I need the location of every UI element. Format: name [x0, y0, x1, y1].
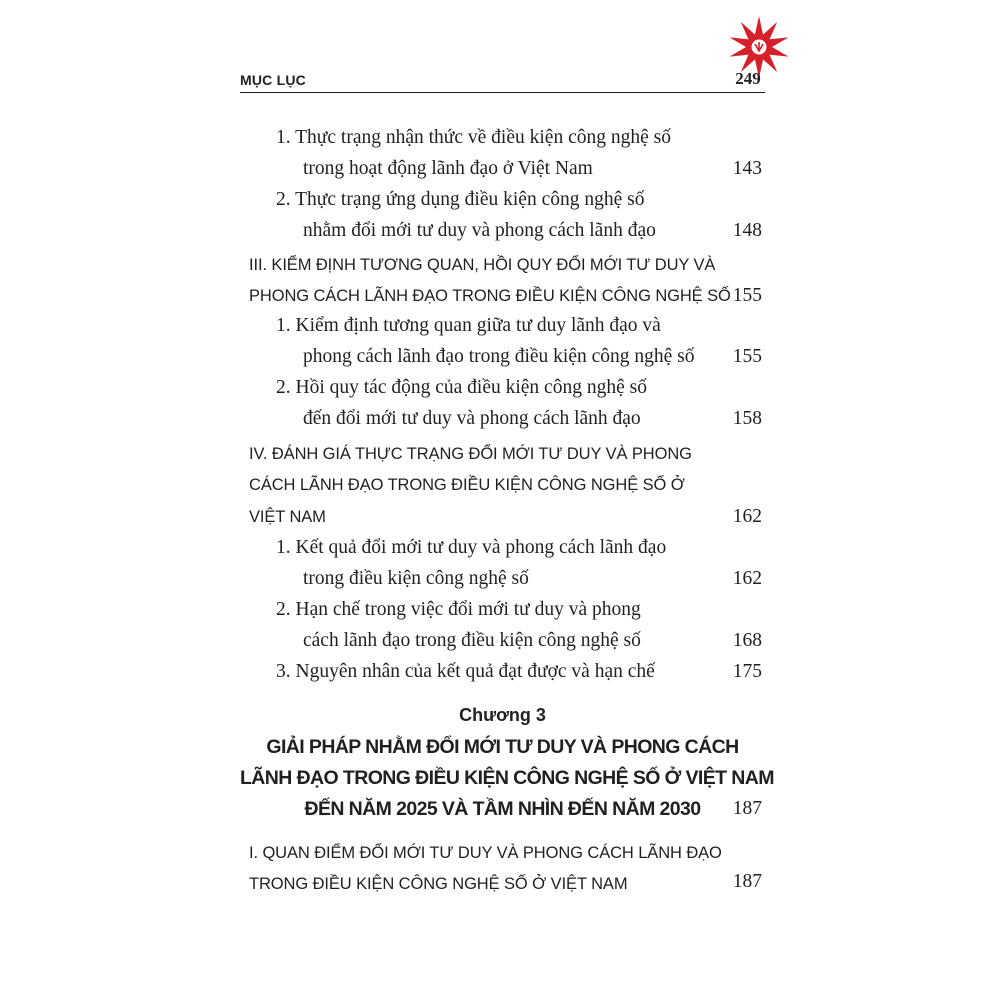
toc-section-line: VIỆT NAM — [249, 508, 326, 526]
toc-line: 3. Nguyên nhân của kết quả đạt được và hạn chế — [276, 661, 655, 682]
toc-page-number: 162 — [732, 506, 762, 527]
toc-section-line: CÁCH LÃNH ĐẠO TRONG ĐIỀU KIỆN CÔNG NGHỆ SỐ Ở — [249, 476, 685, 494]
toc-page-number: 143 — [732, 158, 762, 179]
toc-page-number: 158 — [732, 408, 762, 429]
toc-section-line: I. QUAN ĐIỂM ĐỔI MỚI TƯ DUY VÀ PHONG CÁCH LÃNH ĐẠO — [249, 844, 722, 862]
toc-page-number: 148 — [732, 220, 762, 241]
header-divider — [240, 92, 765, 93]
toc-section-line: TRONG ĐIỀU KIỆN CÔNG NGHỆ SỐ Ở VIỆT NAM — [249, 875, 628, 893]
toc-line: trong điều kiện công nghệ số — [303, 568, 529, 589]
toc-line: phong cách lãnh đạo trong điều kiện công nghệ số — [303, 346, 695, 367]
toc-page-number: 155 — [732, 285, 762, 306]
toc-line: 2. Thực trạng ứng dụng điều kiện công nghệ số — [276, 189, 645, 210]
chapter-title-line: GIẢI PHÁP NHẰM ĐỔI MỚI TƯ DUY VÀ PHONG CÁCH — [266, 736, 739, 758]
toc-line: trong hoạt động lãnh đạo ở Việt Nam — [303, 158, 593, 179]
toc-section-line: III. KIỂM ĐỊNH TƯƠNG QUAN, HỒI QUY ĐỔI MỚI TƯ DUY VÀ — [249, 256, 716, 274]
chapter-label: Chương 3 — [459, 705, 546, 725]
toc-line: 2. Hồi quy tác động của điều kiện công nghệ số — [276, 377, 647, 398]
toc-line: đến đổi mới tư duy và phong cách lãnh đạo — [303, 408, 641, 429]
toc-line: 1. Thực trạng nhận thức về điều kiện công nghệ số — [276, 127, 671, 148]
chapter-title-line: LÃNH ĐẠO TRONG ĐIỀU KIỆN CÔNG NGHỆ SỐ Ở VIỆT NAM — [240, 767, 774, 789]
toc-section-line: PHONG CÁCH LÃNH ĐẠO TRONG ĐIỀU KIỆN CÔNG NGHỆ SỐ — [249, 287, 731, 305]
toc-page-number: 175 — [732, 661, 762, 682]
toc-page-number: 187 — [732, 798, 762, 819]
toc-section-line: IV. ĐÁNH GIÁ THỰC TRẠNG ĐỔI MỚI TƯ DUY VÀ PHONG — [249, 445, 692, 463]
toc-line: 2. Hạn chế trong việc đổi mới tư duy và phong — [276, 599, 641, 620]
toc-page-number: 155 — [732, 346, 762, 367]
toc-line: 1. Kiểm định tương quan giữa tư duy lãnh đạo và — [276, 315, 661, 336]
toc-page-number: 187 — [732, 871, 762, 892]
toc-line: nhằm đổi mới tư duy và phong cách lãnh đạo — [303, 220, 656, 241]
running-title: MỤC LỤC — [240, 72, 306, 88]
toc-page-number: 162 — [732, 568, 762, 589]
chapter-title-line: ĐẾN NĂM 2025 VÀ TẦM NHÌN ĐẾN NĂM 2030 — [304, 798, 701, 820]
toc-line: cách lãnh đạo trong điều kiện công nghệ số — [303, 630, 641, 651]
toc-page-number: 168 — [732, 630, 762, 651]
page-number: 249 — [735, 69, 761, 88]
toc-line: 1. Kết quả đổi mới tư duy và phong cách lãnh đạo — [276, 537, 667, 558]
